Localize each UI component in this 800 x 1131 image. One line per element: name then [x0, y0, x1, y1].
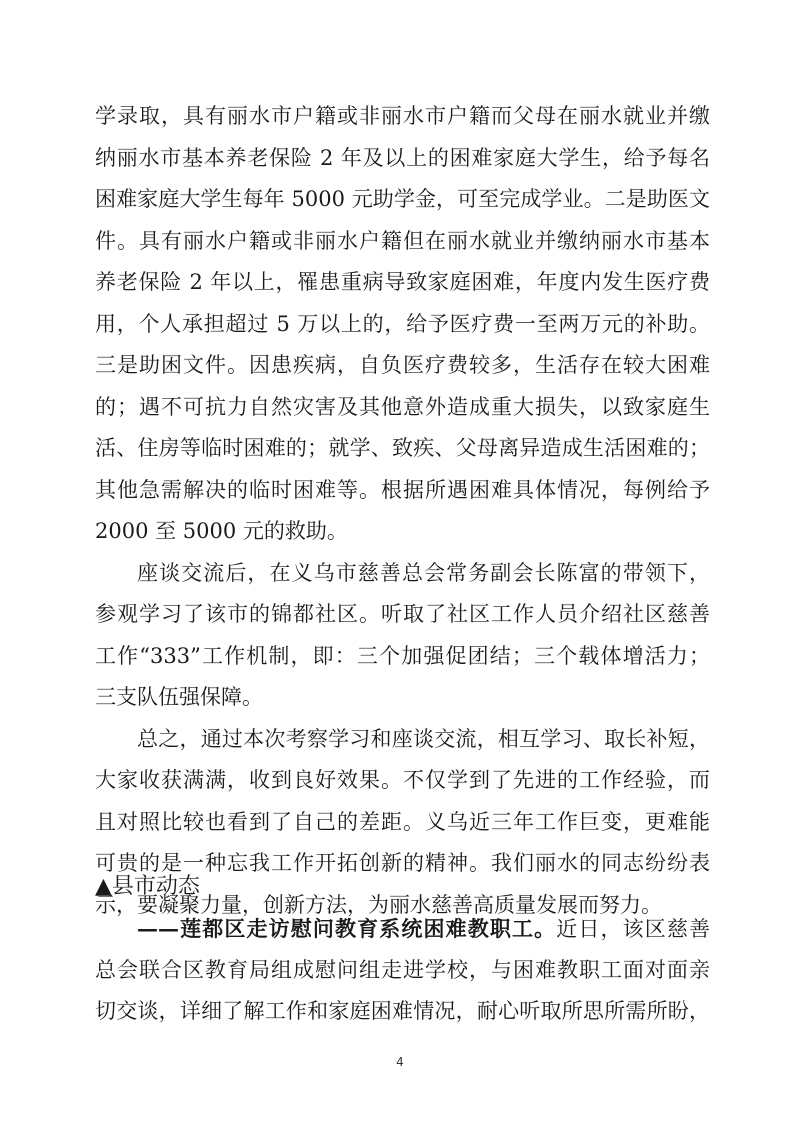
- paragraph-3-line-2: 大家收获满满，收到良好效果。不仅学到了先进的工作经验，而: [95, 768, 710, 792]
- section-line-1: [137, 909, 710, 949]
- paragraph-3-line-5: 示，要凝聚力量，创新方法，为丽水慈善高质量发展而努力。: [95, 893, 662, 917]
- paragraph-2-line-4: 三支队伍强保障。: [95, 685, 263, 709]
- paragraph-1-line-2: 纳丽水市基本养老保险 2 年及以上的困难家庭大学生，给予每名: [95, 146, 710, 170]
- paragraph-1-line-9: 活、住房等临时困难的；就学、致疾、父母离异造成生活困难的；: [95, 436, 710, 460]
- section-lead-bold: ——莲都区走访慰问教育系统困难教职工。: [137, 916, 557, 941]
- paragraph-1-line-10: 其他急需解决的临时困难等。根据所遇困难具体情况，每例给予: [95, 478, 710, 502]
- paragraph-3-line-1: 总之，通过本次考察学习和座谈交流，相互学习、取长补短，: [137, 727, 710, 751]
- paragraph-3-line-3: 且对照比较也看到了自己的差距。义乌近三年工作巨变，更难能: [95, 810, 710, 834]
- section-line-3: 切交谈，详细了解工作和家庭困难情况，耐心听取所思所需所盼，: [95, 999, 710, 1023]
- paragraph-1-line-8: 的；遇不可抗力自然灾害及其他意外造成重大损失，以致家庭生: [95, 395, 710, 419]
- paragraph-2-line-3: 工作“333”工作机制，即：三个加强促团结；三个载体增活力；: [95, 644, 710, 668]
- paragraph-1-line-1: 学录取，具有丽水市户籍或非丽水市户籍而父母在丽水就业并缴: [95, 104, 710, 128]
- paragraph-1-line-3: 困难家庭大学生每年 5000 元助学金，可至完成学业。二是助医文: [95, 187, 710, 211]
- section-heading: ▲县市动态: [95, 874, 200, 899]
- paragraph-1-line-5: 养老保险 2 年以上，罹患重病导致家庭困难，年度内发生医疗费: [95, 270, 710, 294]
- paragraph-2-line-1: 座谈交流后，在义乌市慈善总会常务副会长陈富的带领下，: [137, 561, 710, 585]
- paragraph-1-line-4: 件。具有丽水户籍或非丽水户籍但在丽水就业并缴纳丽水市基本: [95, 229, 710, 253]
- page-number: 4: [396, 1055, 404, 1069]
- paragraph-1-line-6: 用，个人承担超过 5 万以上的，给予医疗费一至两万元的补助。: [95, 312, 710, 336]
- section-line-2: 总会联合区教育局组成慰问组走进学校，与困难教职工面对面亲: [95, 958, 710, 982]
- paragraph-3-line-4: 可贵的是一种忘我工作开拓创新的精神。我们丽水的同志纷纷表: [95, 851, 710, 875]
- paragraph-1-line-7: 三是助困文件。因患疾病，自负医疗费较多，生活存在较大困难: [95, 353, 710, 377]
- paragraph-2-line-2: 参观学习了该市的锦都社区。听取了社区工作人员介绍社区慈善: [95, 602, 710, 626]
- paragraph-1-line-11: 2000 至 5000 元的救助。: [95, 519, 348, 543]
- section-lead-rest: 近日，该区慈善: [556, 917, 710, 941]
